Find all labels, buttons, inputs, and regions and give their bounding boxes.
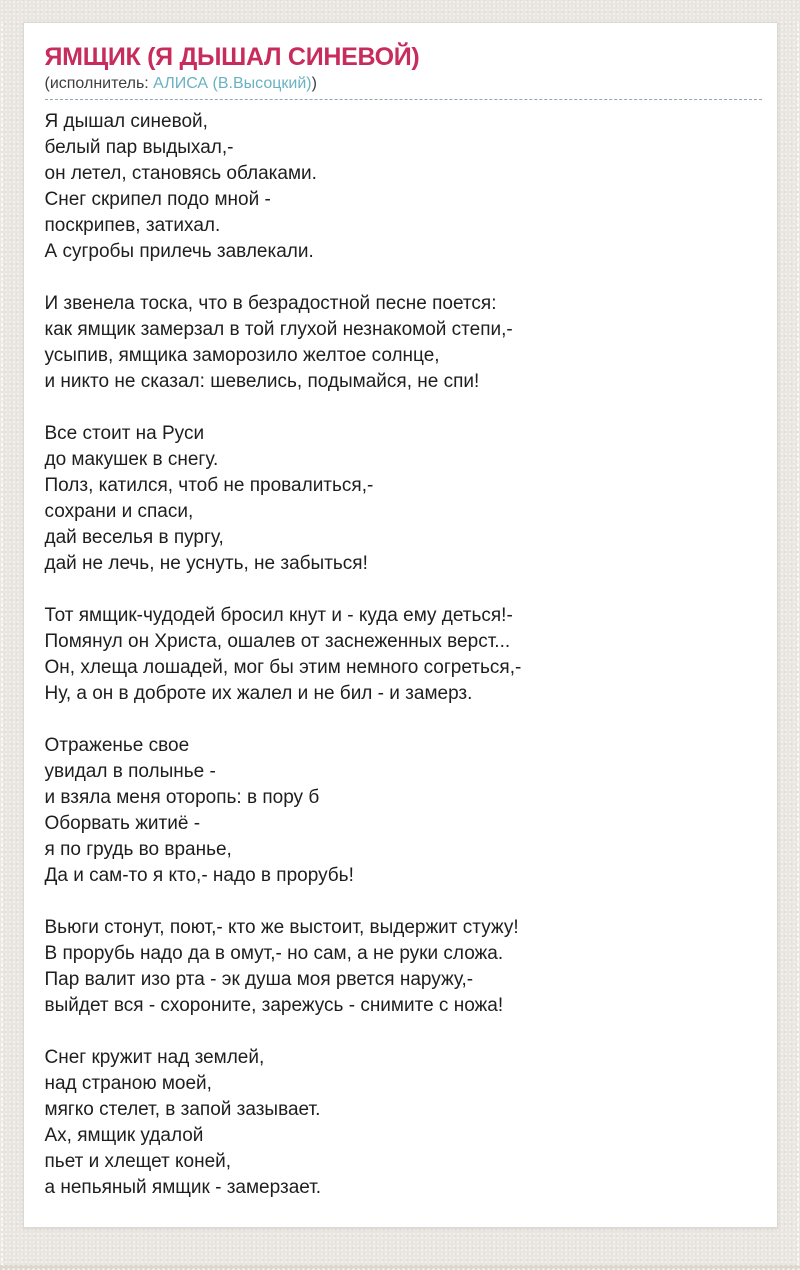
lyric-line: Ах, ямщик удалой — [44, 1125, 204, 1146]
lyric-line: Он, хлеща лошадей, мог бы этим немного согреться,- — [44, 657, 522, 678]
stanza — [45, 109, 762, 265]
lyric-line: Снег скрипел подо мной - — [44, 189, 271, 210]
lyric-line: Ну, а он в доброте их жалел и не бил - и замерз. — [44, 683, 473, 704]
lyric-line: выйдет вся - схороните, зарежусь - снимите с ножа! — [44, 995, 504, 1016]
lyric-line: сохрани и спаси, — [44, 501, 194, 522]
artist-label: (исполнитель: — [44, 75, 154, 92]
lyric-line: Снег кружит над землей, — [44, 1047, 265, 1068]
lyric-line: и взяла меня оторопь: в пору б — [44, 787, 320, 808]
stanza — [45, 733, 762, 889]
lyric-line: мягко стелет, в запой зазывает. — [44, 1099, 321, 1120]
lyrics-text — [45, 109, 762, 1201]
right-texture-seam — [796, 22, 800, 1270]
lyric-line: Я дышал синевой, — [44, 111, 208, 132]
lyric-line: И звенела тоска, что в безрадостной песне поется: — [44, 293, 497, 314]
lyric-line: а непьяный ямщик - замерзает. — [44, 1177, 322, 1198]
lyric-line: белый пар выдыхал,- — [44, 137, 234, 158]
lyric-line: А сугробы прилечь завлекали. — [44, 241, 314, 262]
lyric-line: Помянул он Христа, ошалев от заснеженных верст... — [44, 631, 511, 652]
artist-line-close-paren: ) — [311, 75, 317, 92]
stanza — [45, 1045, 762, 1201]
lyric-line: Да и сам-то я кто,- надо в прорубь! — [44, 865, 354, 886]
lyric-line: В прорубь надо да в омут,- но сам, а не руки сложа. — [44, 943, 504, 964]
lyric-line: Полз, катился, чтоб не провалиться,- — [44, 475, 374, 496]
artist-link[interactable]: АЛИСА (В.Высоцкий) — [153, 75, 312, 92]
lyric-line: Все стоит на Руси — [44, 423, 205, 444]
bottom-texture-strip — [0, 1265, 800, 1270]
lyric-line: увидал в полынье - — [44, 761, 216, 782]
artist-line — [45, 74, 762, 93]
song-header — [45, 43, 762, 100]
lyric-line: как ямщик замерзал в той глухой незнакомой степи,- — [44, 319, 513, 340]
lyric-line: над страною моей, — [44, 1073, 212, 1094]
stanza — [45, 291, 762, 395]
lyric-line: Вьюги стонут, поют,- кто же выстоит, выдержит стужу! — [44, 917, 519, 938]
page — [0, 22, 800, 1270]
song-title: ЯМЩИК (Я ДЫШАЛ СИНЕВОЙ) — [44, 43, 420, 71]
lyric-line: и никто не сказал: шевелись, подымайся, не спи! — [44, 371, 480, 392]
lyric-line: усыпив, ямщика заморозило желтое солнце, — [44, 345, 440, 366]
lyric-line: Оборвать житиё - — [44, 813, 201, 834]
lyric-line: до макушек в снегу. — [44, 449, 219, 470]
stanza — [45, 915, 762, 1019]
left-texture-seam — [0, 22, 4, 1270]
lyric-line: Пар валит изо рта - эк душа моя рвется наружу,- — [44, 969, 474, 990]
lyric-line: Тот ямщик-чудодей бросил кнут и - куда ему деться!- — [44, 605, 513, 626]
lyric-line: пьет и хлещет коней, — [44, 1151, 232, 1172]
stanza — [45, 603, 762, 707]
lyric-line: поскрипев, затихал. — [44, 215, 221, 236]
lyric-line: дай веселья в пургу, — [44, 527, 224, 548]
stanza — [45, 421, 762, 577]
lyric-line: я по грудь во вранье, — [44, 839, 232, 860]
lyric-line: Отраженье свое — [44, 735, 190, 756]
lyric-line: он летел, становясь облаками. — [44, 163, 317, 184]
song-card — [23, 22, 778, 1228]
lyric-line: дай не лечь, не уснуть, не забыться! — [44, 553, 368, 574]
